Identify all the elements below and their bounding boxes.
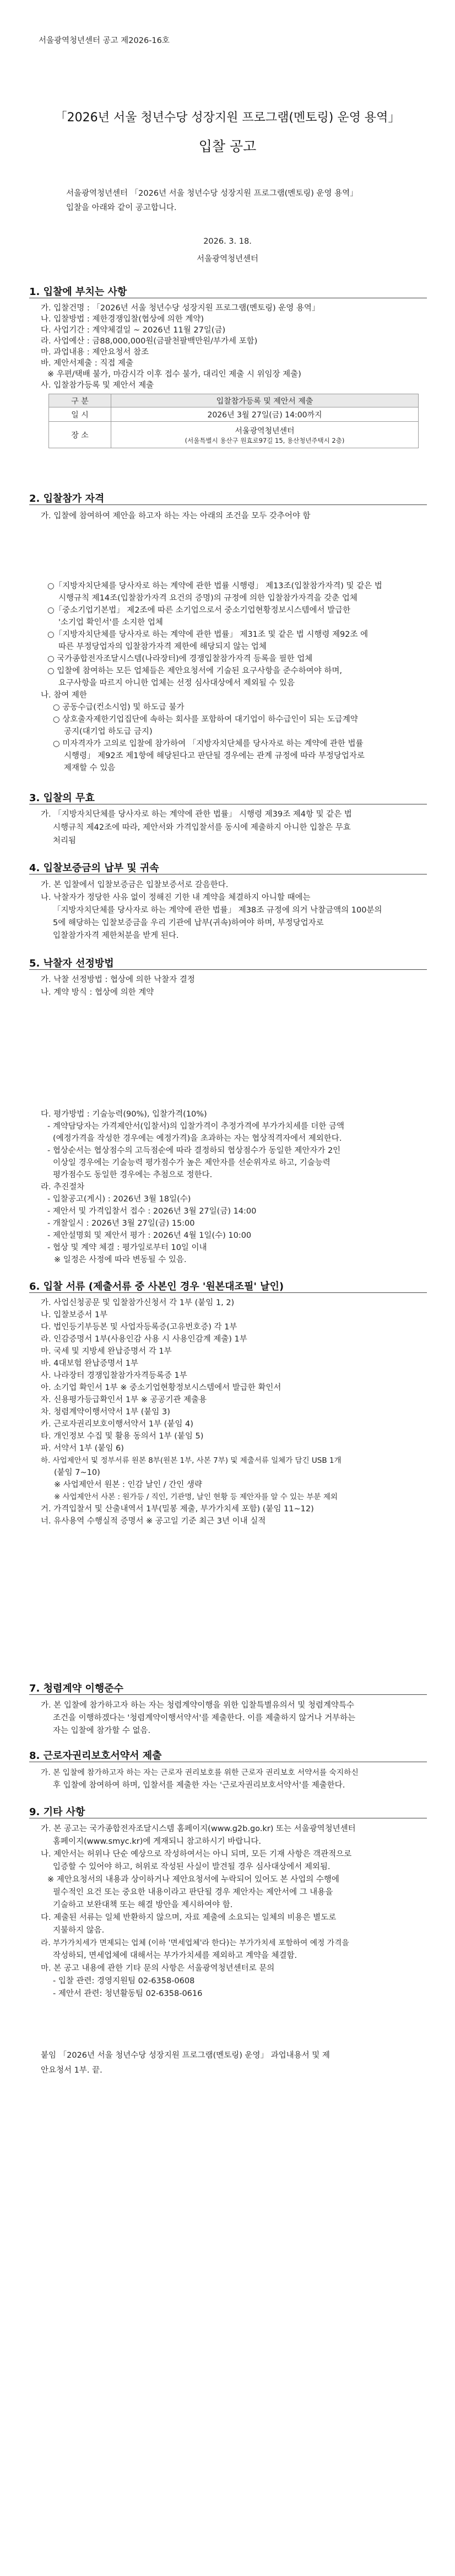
s3-line: 처리됨: [53, 836, 77, 845]
s6-line: 마. 국세 및 지방세 완납증명서 각 1부: [41, 1347, 172, 1356]
table-header: 구 분: [49, 394, 111, 407]
s9-note: ※ 제안요청서의 내용과 상이하거나 제안요청서에 누락되어 있어도 본 사업의 수행에: [47, 1875, 339, 1884]
section-divider: [29, 969, 427, 970]
table-header: 입찰참가등록 및 제안서 제출: [111, 394, 419, 407]
venue-name: 서울광역청년센터: [235, 426, 295, 436]
s2-line: ○ 공동수급(컨소시엄) 및 하도급 불가: [53, 703, 185, 712]
s9-line: 마. 본 공고 내용에 관한 기타 문의 사항은 서울광역청년센터로 문의: [41, 1964, 275, 1973]
s2-subheading: 나. 참여 제한: [41, 691, 87, 700]
s2-line: 시행령」 제92조 제1항에 해당된다고 판단될 경우에는 관계 규정에 따라 부정당업자로: [64, 752, 365, 760]
s6-line: 아. 소기업 확인서 1부 ※ 중소기업현황정보시스템에서 발급한 확인서: [41, 1383, 281, 1392]
s5-eval: 다. 평가방법 : 기술능력(90%), 입찰가격(10%): [41, 1110, 207, 1119]
s2-line: 제재할 수 있음: [64, 764, 116, 772]
s5-eval: - 입찰공고(게시) : 2026년 3월 18일(수): [47, 1195, 191, 1204]
s6-line: 사. 나라장터 경쟁입찰참가자격등록증 1부: [41, 1371, 187, 1380]
s1-item: 마. 과업내용 : 제안요청서 참조: [41, 348, 149, 357]
s9-contact: - 입찰 관련: 경영지원팀 02-6358-0608: [53, 1977, 195, 1985]
s4-line: 나. 낙찰자가 정당한 사유 없이 정해진 기한 내 계약을 체결하지 아니할 때에는: [41, 893, 311, 902]
section-4-heading: 4. 입찰보증금의 납부 및 귀속: [29, 862, 159, 874]
s8-line: 가. 본 입찰에 참가하고자 하는 자는 근로자 권리보호를 위한 근로자 권리보호 서약서를 숙지하신: [41, 1768, 359, 1777]
s6-line: 라. 인감증명서 1부(사용인감 사용 시 사용인감계 제출) 1부: [41, 1335, 247, 1344]
s2-line: ○ 국가종합전자조달시스템(나라장터)에 경쟁입찰참가자격 등록을 필한 업체: [47, 654, 313, 663]
s7-line: 가. 본 입찰에 참가하고자 하는 자는 청렴계약이행을 위한 입찰특별유의서 및 청렴계약특수: [41, 1701, 354, 1710]
s2-intro: 가. 입찰에 참여하여 제안을 하고자 하는 자는 아래의 조건을 모두 갖추어야 함: [41, 512, 311, 520]
s9-line: 나. 제안서는 허위나 단순 예상으로 작성하여서는 아니 되며, 모든 기재 사항은 객관적으로: [41, 1850, 352, 1859]
s5-line: 나. 계약 방식 : 협상에 의한 계약: [41, 988, 154, 997]
s5-eval: (예정가격을 작성한 경우에는 예정가격)을 초과하는 자는 협상적격자에서 제외한다.: [53, 1134, 342, 1143]
s2-line: ○「지방자치단체를 당사자로 하는 계약에 관한 법률 시행령」 제13조(입찰참가자격) 및 같은 법: [47, 582, 382, 591]
s9-line: 지불하지 않음.: [53, 1926, 105, 1935]
section-9-heading: 9. 기타 사항: [29, 1806, 85, 1818]
s5-eval: - 협상 및 계약 체결 : 평가일로부터 10일 이내: [47, 1243, 207, 1252]
schedule-table: [48, 394, 419, 448]
s9-contact: - 제안서 관련: 청년활동팀 02-6358-0616: [53, 1989, 203, 1998]
s2-line: ○ 미자격자가 고의로 입찰에 참가하여 「지방자치단체를 당사자로 하는 계약에 관한 법률: [53, 739, 364, 748]
s2-line: 요구사항을 따르지 아니한 업체는 선정 심사대상에서 제외될 수 있음: [58, 679, 295, 688]
s5-eval: 라. 추진절차: [41, 1183, 85, 1192]
s2-line: ○ 입찰에 참여하는 모든 업체들은 제안요청서에 기술된 요구사항을 준수하여야 하며,: [47, 667, 342, 675]
s6-line: 차. 청렴계약이행서약서 1부 (붙임 3): [41, 1408, 170, 1416]
section-divider: [29, 1292, 427, 1293]
s7-line: 자는 입찰에 참가할 수 없음.: [53, 1726, 151, 1735]
notice-date: 2026. 3. 18.: [203, 237, 252, 246]
s6-note: ※ 사업제안서 사본 : 원가등 / 직인, 기관명, 날인 현황 등 제안자를 알 수 있는 부분 제외: [54, 1493, 338, 1501]
s6-line: 바. 4대보험 완납증명서 1부: [41, 1359, 138, 1368]
venue-address: (서울특별시 용산구 원효로97길 15, 용산청년주택시 2층): [185, 436, 345, 444]
s5-eval: - 계약담당자는 가격제안서(입찰서)의 입찰가격이 추정가격에 부가가치세를 더한 금액: [47, 1122, 345, 1131]
s9-line: 라. 부가가치세가 면제되는 업체 (이하 '면세업체'라 한다)는 부가가치세 포함하여 예정 가격을: [41, 1939, 349, 1947]
s9-line: 작성하되, 면세업체에 대해서는 부가가치세를 제외하고 계약을 체결함.: [53, 1951, 297, 1960]
s6-line: (붙임 7~10): [54, 1468, 100, 1477]
section-1-heading: 1. 입찰에 부치는 사항: [29, 286, 127, 298]
s4-line: 가. 본 입찰에서 입찰보증금은 입찰보증서로 갈음한다.: [41, 881, 229, 889]
s4-line: 「지방자치단체를 당사자로 하는 계약에 관한 법률」 제38조 규정에 의거 낙찰금액의 100분의: [53, 906, 382, 915]
s8-line: 후 입찰에 참여하여 하며, 입찰서를 제출한 자는 '근로자권리보호서약서'를 제출한다.: [53, 1781, 345, 1790]
section-3-heading: 3. 입찰의 무효: [29, 792, 95, 804]
issuer: 서울광역청년센터: [196, 255, 259, 264]
section-6-heading: 6. 입찰 서류 (제출서류 중 사본인 경우 '원본대조필' 날인): [29, 1281, 284, 1292]
table-cell-value: [111, 422, 419, 448]
s5-eval-note: ※ 일정은 사정에 따라 변동될 수 있음.: [54, 1255, 187, 1264]
s9-line: 홈페이지(www.smyc.kr)에 게재되니 참고하시기 바랍니다.: [53, 1837, 261, 1846]
s6-line: 하. 사업제안서 및 정부서류 원본 8부(원본 1부, 사본 7부) 및 제출서류 일체가 담긴 USB 1개: [41, 1456, 342, 1465]
s9-line: 입증할 수 있어야 하고, 허위로 작성된 사실이 발견될 경우 심사대상에서 제외됨.: [53, 1863, 331, 1871]
s5-eval: 평가점수도 동일한 경우에는 추첨으로 정한다.: [53, 1171, 213, 1179]
s4-line: 5에 해당하는 입찰보증금을 우리 기관에 납부(귀속)하여야 하며, 부정당업자로: [53, 919, 324, 927]
s1-item: 다. 사업기간 : 계약체결일 ~ 2026년 11월 27일(금): [41, 326, 226, 335]
s6-line: 파. 서약서 1부 (붙임 6): [41, 1444, 124, 1453]
section-5-heading: 5. 낙찰자 선정방법: [29, 958, 114, 969]
s5-eval: - 협상순서는 협상점수의 고득점순에 따라 결정하되 협상점수가 동일한 제안자가 2인: [47, 1146, 341, 1155]
section-2-heading: 2. 입찰참가 자격: [29, 493, 105, 505]
s5-eval: 이상일 경우에는 기술능력 평가점수가 높은 제안자를 선순위자로 하고, 기술능력: [53, 1158, 331, 1167]
s2-line: ○「중소기업기본법」 제2조에 따른 소기업으로서 중소기업현황정보시스템에서 발급한: [47, 606, 351, 615]
s1-item: 바. 제안서제출 : 직접 제출: [41, 359, 134, 368]
s1-item: 가. 입찰건명 : 「2026년 서울 청년수당 성장지원 프로그램(멘토링) 운영 용역」: [41, 304, 320, 313]
s6-line: 자. 신용평가등급확인서 1부 ※ 공공기관 제출용: [41, 1396, 207, 1404]
s6-line: 거. 가격입찰서 및 산출내역서 1부(밀봉 제출, 부가가치세 포함) (붙임 11~12): [41, 1505, 314, 1514]
s9-line: 가. 본 공고는 국가종합전자조달시스템 홈페이지(www.g2b.go.kr) 또는 서울광역청년센터: [41, 1824, 356, 1833]
section-divider: [29, 1694, 427, 1695]
s2-line: ○「지방자치단체를 당사자로 하는 계약에 관한 법률」 제31조 및 같은 법 시행령 제92조 에: [47, 630, 369, 639]
s6-line: 너. 유사용역 수행실적 증명서 ※ 공고일 기준 최근 3년 이내 실적: [41, 1517, 266, 1526]
s4-line: 입찰참가자격 제한처분을 받게 된다.: [53, 931, 179, 940]
s6-note: ※ 사업제안서 원본 : 인감 날인 / 간인 생략: [54, 1480, 202, 1489]
s1-item: 나. 입찰방법 : 제한경쟁입찰(협상에 의한 계약): [41, 315, 204, 324]
s2-line: '소기업 확인서'를 소지한 업체: [58, 618, 163, 627]
s6-line: 다. 법인등기부등본 및 사업자등록증(고유번호증) 각 1부: [41, 1323, 237, 1332]
intro-line-2: 입찰을 아래와 같이 공고합니다.: [66, 203, 177, 212]
appendix-line-1: 붙임 「2026년 서울 청년수당 성장지원 프로그램(멘토링) 운영」 과업내용서 및 제: [41, 2051, 330, 2060]
title-line: 「2026년 서울 청년수당 성장지원 프로그램(멘토링) 운영 용역」: [55, 111, 400, 125]
s5-eval: - 개찰일시 : 2026년 3월 27일(금) 15:00: [47, 1219, 195, 1228]
doc-number: 서울광역청년센터 공고 제2026-16호: [39, 36, 170, 45]
table-cell-label: 장 소: [49, 422, 111, 448]
appendix-line-2: 안요청서 1부. 끝.: [41, 2066, 102, 2075]
table-cell-label: 일 시: [49, 407, 111, 422]
s5-eval: - 제안설명회 및 제안서 평가 : 2026년 4월 1일(수) 10:00: [47, 1231, 252, 1240]
s7-line: 조건을 이행하겠다는 '청렴계약이행서약서'를 제출한다. 이를 제출하지 않거나 거부하는: [53, 1714, 356, 1722]
section-7-heading: 7. 청렴계약 이행준수: [29, 1683, 123, 1694]
table-cell-value: 2026년 3월 27일(금) 14:00까지: [111, 407, 419, 422]
s5-eval: - 제안서 및 가격입찰서 접수 : 2026년 3월 27일(금) 14:00: [47, 1207, 257, 1216]
s2-line: 공지(대기업 하도급 금지): [64, 727, 153, 736]
s6-line: 나. 입찰보증서 1부: [41, 1311, 108, 1319]
section-8-heading: 8. 근로자권리보호서약서 제출: [29, 1750, 162, 1762]
intro-line-1: 서울광역청년센터 「2026년 서울 청년수당 성장지원 프로그램(멘토링) 운영 용역」: [66, 189, 358, 198]
s2-line: 따른 부정당업자의 입찰참가자격 제한에 해당되지 않는 업체: [58, 642, 267, 651]
s6-line: 카. 근로자권리보호이행서약서 1부 (붙임 4): [41, 1420, 193, 1429]
s9-line: 다. 제출된 서류는 일체 반환하지 않으며, 자료 제출에 소요되는 일체의 비용은 별도로: [41, 1913, 337, 1922]
page-title: 입찰 공고: [198, 138, 257, 154]
s9-line: 필수적인 요건 또는 중요한 내용이라고 판단될 경우 제안자는 제안서에 그 내용을: [53, 1888, 333, 1897]
s1-item-note: ※ 우편/택배 불가, 마감시각 이후 접수 불가, 대리인 제출 시 위임장 제출): [47, 370, 301, 379]
s3-line: 시행규칙 제42조에 따라, 제안서와 가격입찰서를 동시에 제출하지 아니한 입찰은 무효: [53, 823, 351, 832]
s5-line: 가. 낙찰 선정방법 : 협상에 의한 낙찰자 결정: [41, 975, 195, 984]
s1-item: 사. 입찰참가등록 및 제안서 제출: [41, 381, 154, 390]
s6-line: 타. 개인정보 수집 및 활용 동의서 1부 (붙임 5): [41, 1432, 204, 1441]
s9-line: 기술하고 보완대책 또는 해결 방안을 제시하여야 함.: [53, 1901, 233, 1909]
s1-item: 라. 사업예산 : 금88,000,000원(금팔천팔백만원/부가세 포함): [41, 337, 258, 346]
s2-line: ○ 상호출자제한기업집단에 속하는 회사를 포함하여 대기업이 하수급인이 되는 도급계약: [53, 715, 358, 724]
s2-line: 시행규칙 제14조(입찰참가자격 요건의 증명)의 규정에 의한 입찰참가자격을 갖춘 업체: [58, 594, 358, 603]
s6-line: 가. 사업신청공문 및 입찰참가신청서 각 1부 (붙임 1, 2): [41, 1298, 235, 1307]
s3-line: 가. 「지방자치단체를 당사자로 하는 계약에 관한 법률」 시행령 제39조 제4항 및 같은 법: [41, 810, 352, 819]
